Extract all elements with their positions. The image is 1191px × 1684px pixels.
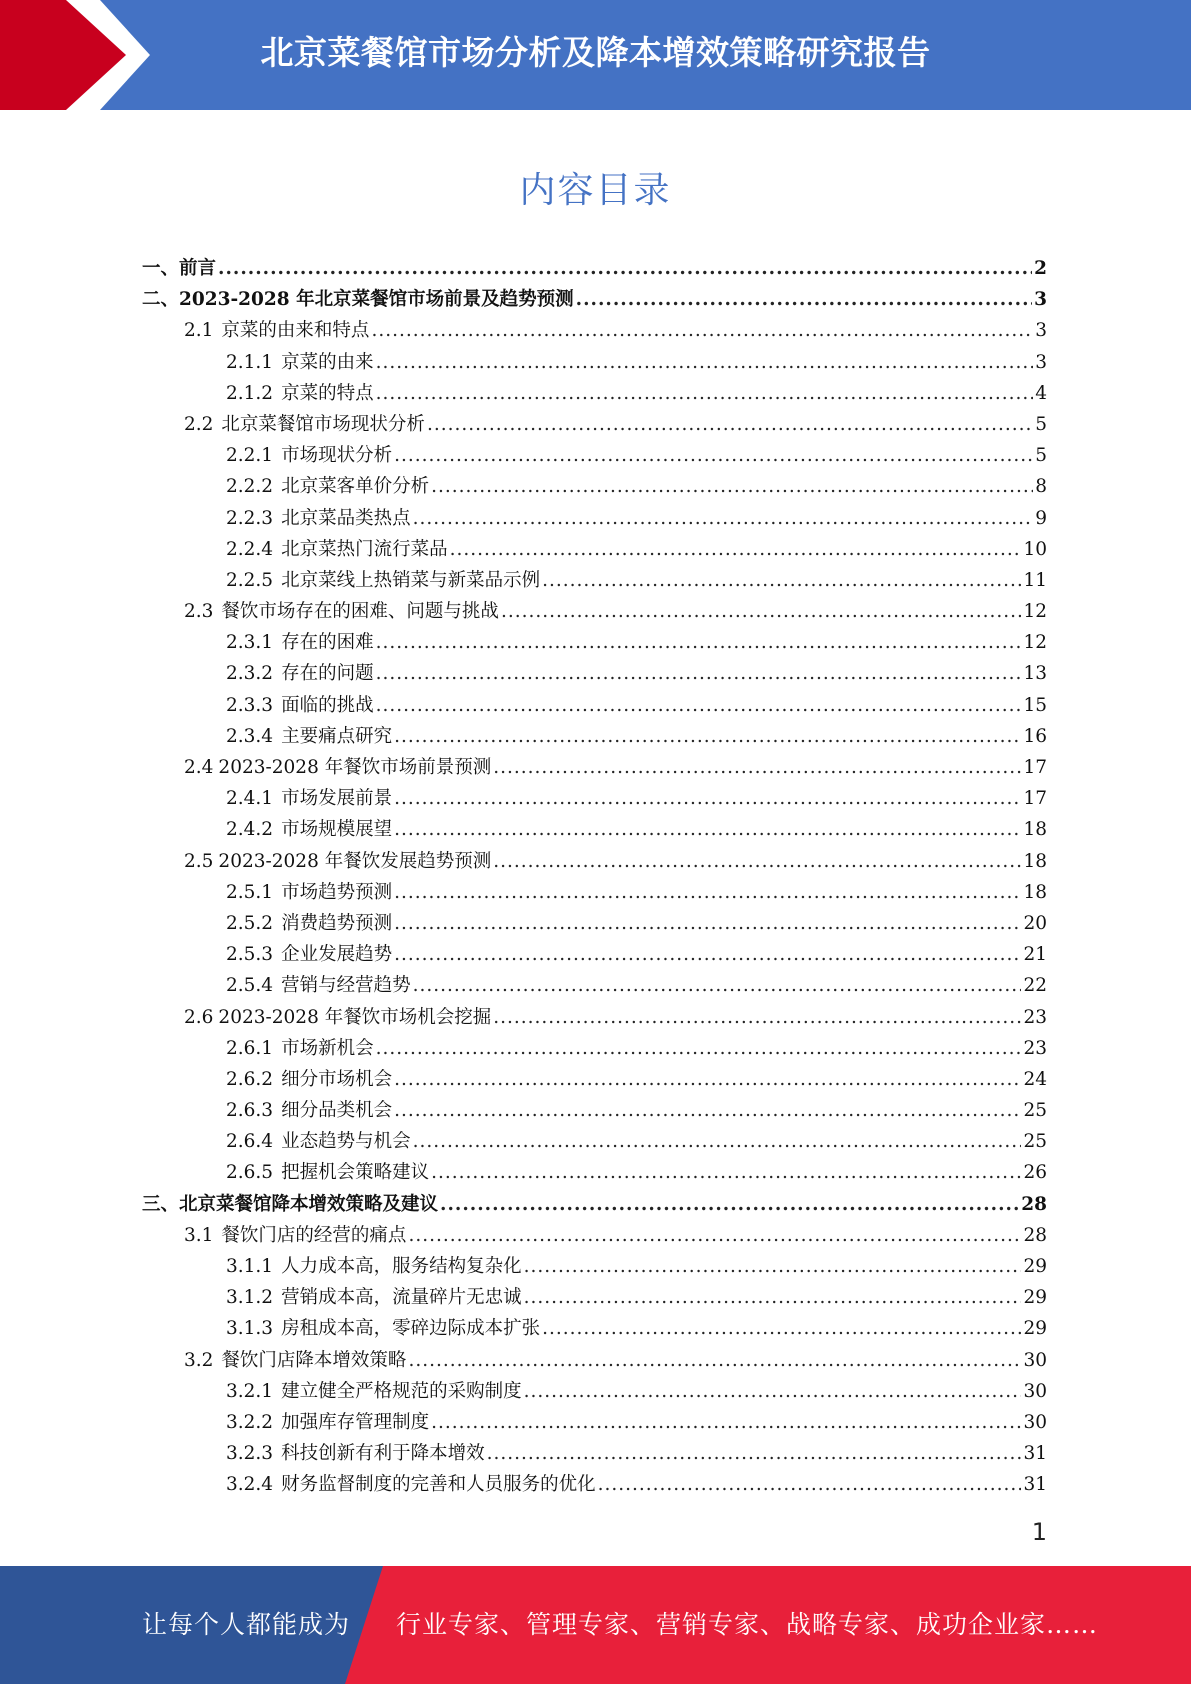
toc-entry[interactable] [142,1408,1047,1439]
toc-entry[interactable] [142,1127,1047,1158]
toc-page-number: 28 [1021,1193,1047,1215]
toc-entry[interactable] [142,535,1047,566]
toc-entry-number: 2.3.1 [226,632,274,654]
toc-dot-leader [413,1131,1022,1152]
toc-entry-title: 京菜的特点 [281,382,374,404]
toc-entry-number: 一、 [142,258,180,279]
toc-entry[interactable] [142,285,1047,316]
toc-page-number: 24 [1023,1068,1047,1090]
toc-entry[interactable] [142,784,1047,815]
toc-entry[interactable] [142,254,1047,285]
toc-entry-title: 面临的挑战 [281,694,374,716]
toc-page-number: 12 [1023,632,1047,654]
toc-dot-leader [394,882,1021,903]
toc-entry-title: 细分品类机会 [281,1100,393,1122]
toc-dot-leader [218,258,1032,279]
toc-entry-title: 细分市场机会 [281,1068,393,1090]
toc-entry[interactable] [142,815,1047,846]
toc-entry-title: 2023-2028 年餐饮市场前景预测 [218,757,492,778]
toc-entry-title: 存在的问题 [281,663,374,685]
toc-entry-title: 市场规模展望 [281,819,393,841]
toc-entry[interactable] [142,847,1047,878]
toc-entry[interactable] [142,1158,1047,1189]
toc-dot-leader [598,1474,1022,1495]
footer-slogan: 让每个人都能成为 [142,1610,351,1639]
toc-entry-title: 2023-2028 年餐饮发展趋势预测 [218,850,492,872]
toc-entry[interactable] [142,441,1047,472]
toc-page-number: 16 [1023,725,1047,747]
toc-entry-title: 前言 [179,258,217,279]
toc-dot-leader [431,1162,1021,1183]
toc-entry-number: 3.1.1 [226,1256,274,1277]
toc-entry-number: 2.1.1 [226,351,274,373]
toc-page-number: 29 [1023,1256,1047,1277]
toc-dot-leader [524,1381,1022,1402]
toc-entry-number: 三、 [142,1193,180,1215]
toc-entry-title: 京菜的由来和特点 [221,320,370,342]
toc-dot-leader [493,851,1021,872]
toc-page-number: 13 [1023,663,1047,685]
toc-entry-number: 2.2.2 [226,476,274,498]
toc-dot-leader [394,788,1021,809]
toc-entry-title: 建立健全严格规范的采购制度 [281,1380,522,1402]
toc-dot-leader [376,695,1022,716]
toc-entry-number: 3.1.2 [226,1287,274,1309]
toc-entry[interactable] [142,659,1047,690]
toc-page-number: 20 [1023,912,1047,934]
toc-entry[interactable] [142,379,1047,410]
toc-entry-title: 存在的困难 [281,632,374,654]
toc-dot-leader [394,726,1021,747]
toc-entry-number: 3.2.4 [226,1474,274,1496]
toc-entry-number: 3.1.3 [226,1318,274,1340]
toc-entry-number: 2.5.4 [226,975,274,997]
toc-entry[interactable] [142,753,1047,784]
toc-dot-leader [413,975,1022,996]
toc-page-number: 5 [1035,413,1047,435]
toc-entry-number: 2.6.2 [226,1068,274,1090]
toc-dot-leader [493,757,1021,778]
toc-dot-leader [440,1194,1019,1215]
toc-page-number: 31 [1023,1474,1047,1496]
toc-entry-number: 2.1 [184,320,214,342]
toc-entry-title: 人力成本高，服务结构复杂化 [281,1256,522,1277]
toc-dot-leader [450,539,1022,560]
toc-entry-number: 2.2.3 [226,507,274,529]
toc-page-number: 10 [1023,538,1047,560]
toc-dot-leader [394,944,1021,965]
toc-page-number: 29 [1023,1287,1047,1309]
toc-page-number: 26 [1023,1162,1047,1184]
toc-dot-leader [394,913,1021,934]
toc-entry[interactable] [142,971,1047,1002]
toc-page-number: 25 [1023,1100,1047,1122]
toc-page-number: 11 [1023,569,1047,591]
toc-entry-number: 2.4.1 [226,788,274,810]
toc-entry[interactable] [142,1065,1047,1096]
toc-page-number: 30 [1023,1380,1047,1402]
toc-entry-title: 房租成本高，零碎边际成本扩张 [281,1318,541,1340]
toc-entry-title: 科技创新有利于降本增效 [281,1443,485,1465]
toc-entry-number: 2.4 [184,757,214,778]
toc-entry-number: 2.4.2 [226,819,274,841]
toc-entry[interactable] [142,1283,1047,1314]
toc-page-number: 30 [1023,1349,1047,1371]
toc-entry-number: 2.6.3 [226,1100,274,1122]
toc-page-number: 25 [1023,1131,1047,1153]
toc-entry[interactable] [142,1190,1047,1221]
table-of-contents [142,254,1047,1502]
toc-page-number: 18 [1023,850,1047,872]
toc-page-number: 2 [1034,258,1047,279]
toc-dot-leader [493,1007,1021,1028]
toc-entry-title: 营销成本高，流量碎片无忠诚 [281,1287,522,1309]
toc-page-number: 31 [1023,1443,1047,1465]
toc-entry-title: 消费趋势预测 [281,912,393,934]
toc-dot-leader [542,1318,1021,1339]
toc-entry-number: 2.6.1 [226,1037,274,1059]
toc-entry-title: 2023-2028 年餐饮市场机会挖掘 [218,1006,492,1028]
toc-page-number: 8 [1035,476,1047,498]
toc-page-number: 17 [1023,757,1047,778]
toc-entry-title: 餐饮市场存在的困难、问题与挑战 [221,601,499,623]
toc-entry-title: 京菜的由来 [281,351,374,373]
toc-page-number: 15 [1023,694,1047,716]
toc-dot-leader [427,414,1033,435]
footer-tagline: 行业专家、管理专家、营销专家、战略专家、成功企业家…… [396,1610,1099,1639]
toc-entry-title: 北京菜餐馆降本增效策略及建议 [179,1193,439,1215]
toc-entry-number: 2.3.2 [226,663,274,685]
toc-entry-title: 北京菜品类热点 [281,507,411,529]
toc-entry[interactable] [142,1096,1047,1127]
toc-entry-title: 北京菜热门流行菜品 [281,538,448,560]
toc-entry[interactable] [142,472,1047,503]
toc-entry-number: 2.3.4 [226,725,274,747]
red-arrow-decoration [0,0,170,110]
toc-entry-number: 2.5.2 [226,912,274,934]
toc-entry-title: 财务监督制度的完善和人员服务的优化 [281,1474,596,1496]
toc-entry-number: 2.1.2 [226,382,274,404]
toc-page-number: 3 [1035,320,1047,342]
report-title: 北京菜餐馆市场分析及降本增效策略研究报告 [260,33,931,72]
toc-entry-title: 业态趋势与机会 [281,1131,411,1153]
toc-entry[interactable] [142,597,1047,628]
toc-entry-title: 市场现状分析 [281,445,393,467]
toc-dot-leader [376,1038,1022,1059]
toc-entry-number: 2.2.4 [226,538,274,560]
header-banner [0,0,1191,110]
toc-page-number: 23 [1023,1037,1047,1059]
toc-entry[interactable] [142,1346,1047,1377]
toc-entry-title: 北京菜餐馆市场现状分析 [221,413,425,435]
toc-entry-number: 3.2 [184,1349,214,1371]
toc-entry[interactable] [142,1470,1047,1501]
toc-entry-number: 3.2.3 [226,1443,274,1465]
toc-entry[interactable] [142,348,1047,379]
toc-dot-leader [431,476,1033,497]
toc-entry[interactable] [142,1034,1047,1065]
toc-dot-leader [376,663,1022,684]
toc-page-number: 21 [1023,944,1047,966]
toc-entry[interactable] [142,722,1047,753]
toc-entry-number: 2.5.3 [226,944,274,966]
toc-entry[interactable] [142,566,1047,597]
toc-entry[interactable] [142,1003,1047,1034]
toc-entry[interactable] [142,878,1047,909]
toc-dot-leader [524,1287,1022,1308]
toc-page-number: 17 [1023,788,1047,810]
toc-entry-number: 2.3.3 [226,694,274,716]
toc-page-number: 29 [1023,1318,1047,1340]
toc-dot-leader [376,352,1034,373]
toc-entry[interactable] [142,1252,1047,1283]
toc-page-number: 5 [1035,445,1047,467]
toc-entry-number: 2.6 [184,1006,214,1028]
toc-entry-number: 2.6.4 [226,1131,274,1153]
toc-entry-number: 2.2.1 [226,445,274,467]
toc-entry[interactable] [142,504,1047,535]
toc-dot-leader [413,508,1034,529]
toc-entry-title: 主要痛点研究 [281,725,393,747]
toc-entry-title: 市场新机会 [281,1037,374,1059]
toc-entry-title: 加强库存管理制度 [281,1411,430,1433]
toc-page-number: 23 [1023,1006,1047,1028]
toc-dot-leader [542,570,1021,591]
toc-page-number: 3 [1035,351,1047,373]
toc-page-number: 18 [1023,881,1047,903]
toc-page-number: 18 [1023,819,1047,841]
toc-dot-leader [501,601,1022,622]
toc-entry-number: 2.5.1 [226,881,274,903]
toc-entry[interactable] [142,628,1047,659]
toc-entry[interactable] [142,1377,1047,1408]
toc-page-number: 4 [1035,382,1047,404]
toc-entry-number: 2.5 [184,850,214,872]
toc-page-number: 9 [1035,507,1047,529]
toc-page-number: 12 [1023,601,1047,623]
toc-dot-leader [524,1256,1022,1277]
toc-entry[interactable] [142,940,1047,971]
toc-entry-number: 2.2 [184,413,214,435]
toc-entry-number: 2.6.5 [226,1162,274,1184]
toc-entry[interactable] [142,410,1047,441]
toc-entry-number: 3.1 [184,1224,214,1246]
toc-dot-leader [408,1225,1021,1246]
toc-entry[interactable] [142,691,1047,722]
footer-banner [0,1566,1191,1684]
toc-entry-title: 北京菜客单价分析 [281,476,430,498]
toc-entry-title: 市场趋势预测 [281,881,393,903]
toc-entry[interactable] [142,1439,1047,1470]
toc-entry-title: 市场发展前景 [281,788,393,810]
toc-dot-leader [394,445,1033,466]
toc-dot-leader [376,632,1022,653]
toc-page-number: 30 [1023,1411,1047,1433]
toc-entry-title: 北京菜线上热销菜与新菜品示例 [281,569,541,591]
toc-dot-leader [576,289,1033,310]
toc-dot-leader [394,819,1021,840]
toc-dot-leader [408,1350,1021,1371]
toc-entry-title: 2023-2028 年北京菜餐馆市场前景及趋势预测 [179,289,574,311]
toc-entry-number: 2.3 [184,601,214,623]
toc-dot-leader [371,320,1033,341]
toc-dot-leader [394,1069,1021,1090]
toc-entry-number: 2.2.5 [226,569,274,591]
toc-dot-leader [376,383,1034,404]
toc-entry-title: 把握机会策略建议 [281,1162,430,1184]
toc-page-number: 28 [1023,1224,1047,1246]
toc-entry-title: 餐饮门店的经营的痛点 [221,1224,407,1246]
toc-entry-number: 3.2.2 [226,1411,274,1433]
toc-page-number: 3 [1034,289,1047,311]
toc-entry-number: 二、 [142,289,180,311]
toc-dot-leader [487,1443,1022,1464]
toc-entry-title: 企业发展趋势 [281,944,393,966]
toc-dot-leader [394,1100,1021,1121]
toc-entry-title: 餐饮门店降本增效策略 [221,1349,407,1371]
toc-dot-leader [431,1412,1021,1433]
toc-entry[interactable] [142,909,1047,940]
toc-entry[interactable] [142,316,1047,347]
toc-entry-title: 营销与经营趋势 [281,975,411,997]
page-number: 1 [1031,1518,1047,1546]
toc-entry-number: 3.2.1 [226,1380,274,1402]
toc-entry[interactable] [142,1221,1047,1252]
toc-page-number: 22 [1023,975,1047,997]
toc-heading: 内容目录 [519,170,672,211]
toc-entry[interactable] [142,1314,1047,1345]
